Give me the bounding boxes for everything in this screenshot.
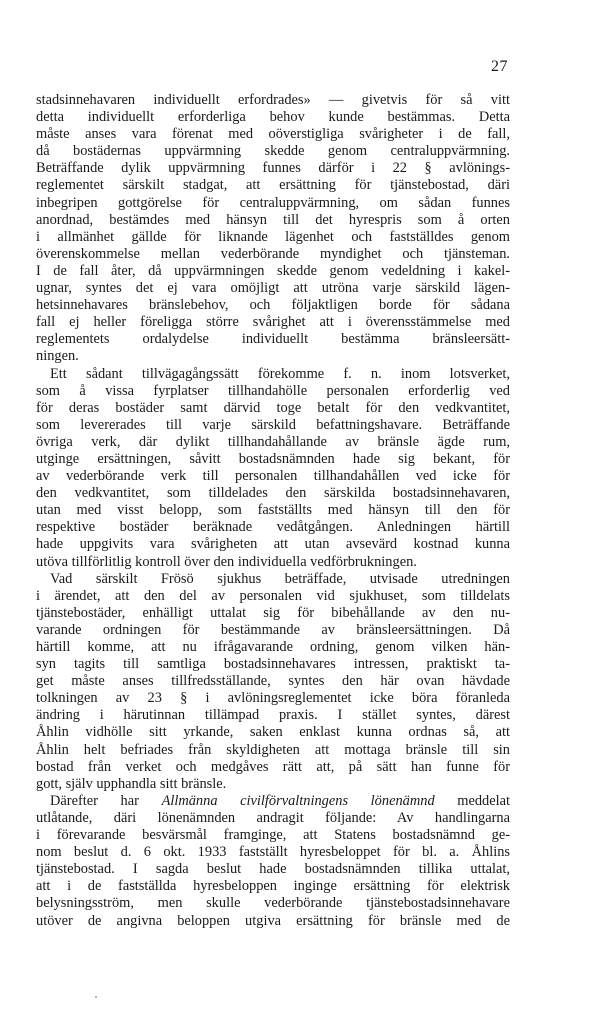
text-line: reglementets ordalydelse individuellt bestämma bränsleersätt- xyxy=(36,331,510,348)
text-line: överenskommelse mellan vederbörande myndighet och tjänsteman. xyxy=(36,245,510,262)
text-line: utginge ersättningen, såvitt bostadsnämnden hade sig bekant, för xyxy=(36,450,510,467)
text-run: meddelat xyxy=(434,792,511,809)
text-line: Vad särskilt Frösö sjukhus beträffade, utvisade utredningen xyxy=(50,570,510,587)
text-line: Åhlin helt befriades från skyldigheten att mottaga bränsle till sin xyxy=(36,741,510,758)
text-line: hade uppgivits vara svårigheten att utan avsevärd kostnad kunna xyxy=(36,536,510,553)
paragraph-3 xyxy=(36,571,510,793)
text-line: av vederbörande verk till personalen tillhandahållen ved icke för xyxy=(36,468,510,485)
text-line: tolkningen av 23 § i avlöningsreglementet icke böra föranleda xyxy=(36,690,510,707)
text-line: tjänstebostäder, enhälligt uttalat sig för bibehållande av den nu- xyxy=(36,604,510,621)
text-line: nom beslut d. 6 okt. 1933 fastställt hyresbeloppet för bl. a. Åhlins xyxy=(36,844,510,861)
page-number: 27 xyxy=(491,58,508,75)
text-line: utöva tillförlitlig kontroll över den individuella vedförbrukningen. xyxy=(36,553,417,570)
text-line: den vedkvantitet, som tilldelades den särskilda bostadsinnehavaren, xyxy=(36,485,510,502)
text-line: detta individuellt erforderliga behov kunde bestämmas. Detta xyxy=(36,109,510,126)
text-line: tjänstebostad. I sagda beslut hade bostadsnämnden tillika uttalat, xyxy=(36,861,510,878)
text-line: inbegripen gottgörelse för centraluppvärmning, om sådan funnes xyxy=(36,194,510,211)
paragraph-2 xyxy=(36,366,510,571)
text-line: hetsinnehavares bränslebehov, och följaktligen borde för sådana xyxy=(36,297,510,314)
text-line: ändring i härutinnan tillämpad praxis. I stället syntes, därest xyxy=(36,707,510,724)
print-speck xyxy=(95,996,97,998)
text-line: I de fall åter, då uppvärmningen skedde genom vedeldning i kakel- xyxy=(36,262,510,279)
paragraph-4 xyxy=(36,793,510,930)
text-line: fall ej heller föreligga större svårighet att i överensstämmelse med xyxy=(36,314,510,331)
text-line: get måste anses tillfredsställande, syntes den här ovan hävdade xyxy=(36,673,510,690)
text-line: respektive bostäder beräknade vedåtgången. Anledningen härtill xyxy=(36,519,510,536)
text-run: Därefter har xyxy=(50,792,162,809)
paragraph-1 xyxy=(36,92,510,366)
text-line: reglementet särskilt stadgat, att ersättning för tjänstebostad, däri xyxy=(36,177,510,194)
text-line: övriga verk, där dylikt tillhandahållande av bränsle ägde rum, xyxy=(36,433,510,450)
text-line: ugnar, syntes det ej vara omöjligt att utröna varje särskild lägen- xyxy=(36,280,510,297)
italic-organization-name: Allmänna civilförvaltningens lönenämnd xyxy=(161,792,435,809)
text-line: härtill komme, att nu ifrågavarande ordning, genom vilken hän- xyxy=(36,639,510,655)
text-line xyxy=(36,793,510,810)
text-line: utlåtande, däri lönenämnden andragit följande: Av handlingarna xyxy=(36,809,510,826)
text-line: syn tagits till samtliga bostadsinnehavares intressen, praktiskt ta- xyxy=(36,656,510,673)
text-line: då bostädernas uppvärmning skedde genom centraluppvärmning. xyxy=(36,143,510,160)
text-line: stadsinnehavaren individuellt erfordrades» — givetvis för så vitt xyxy=(36,92,510,108)
text-line: bostad från verket och medgåves rätt att, på sätt han funne för xyxy=(36,758,510,775)
text-line: Beträffande dylik uppvärmning funnes därför i 22 § avlönings- xyxy=(36,160,510,177)
text-line: belysningsström, men skulle vederbörande tjänstebostadsinnehavare xyxy=(36,895,510,912)
text-line: Åhlin vidhölle sitt yrkande, saken enklast kunna ordnas så, att xyxy=(36,724,510,741)
text-line: i ärendet, att den del av personalen vid sjukhuset, som tilldelats xyxy=(36,587,510,604)
text-line: Ett sådant tillvägagångssätt förekomme f. n. inom lotsverket, xyxy=(50,365,510,382)
text-line: anordnad, bestämdes med hänsyn till det hyrespris som å orten xyxy=(36,211,510,228)
text-line: utan med visst belopp, som fastställts med hänsyn till den för xyxy=(36,502,510,519)
text-line: varande ordningen för bestämmande av bränsleersättningen. Då xyxy=(36,621,510,638)
text-line: för deras bostäder samt därvid toge betalt för den vedkvantitet, xyxy=(36,399,510,416)
text-line: som å vissa fyrplatser tillhandahölle personalen erforderlig ved xyxy=(36,382,510,399)
text-line: i förevarande besvärsmål framginge, att Statens bostadsnämnd ge- xyxy=(36,827,510,844)
text-line: som levererades till varje särskild befattningshavare. Beträffande xyxy=(36,416,510,433)
text-line: att i de fastställda hyresbeloppen inginge ersättning för elektrisk xyxy=(36,878,510,895)
body-text xyxy=(36,92,510,930)
text-line: ningen. xyxy=(36,348,79,365)
text-line: i allmänhet gällde för liknande lägenhet och fastställdes genom xyxy=(36,228,510,245)
text-line: måste anses vara förenat med oöverstigliga svårigheter i de fall, xyxy=(36,126,510,143)
text-line: utöver de angivna beloppen utgiva ersättning för bränsle med de xyxy=(36,912,510,929)
text-line: gott, själv upphandla sitt bränsle. xyxy=(36,775,227,792)
